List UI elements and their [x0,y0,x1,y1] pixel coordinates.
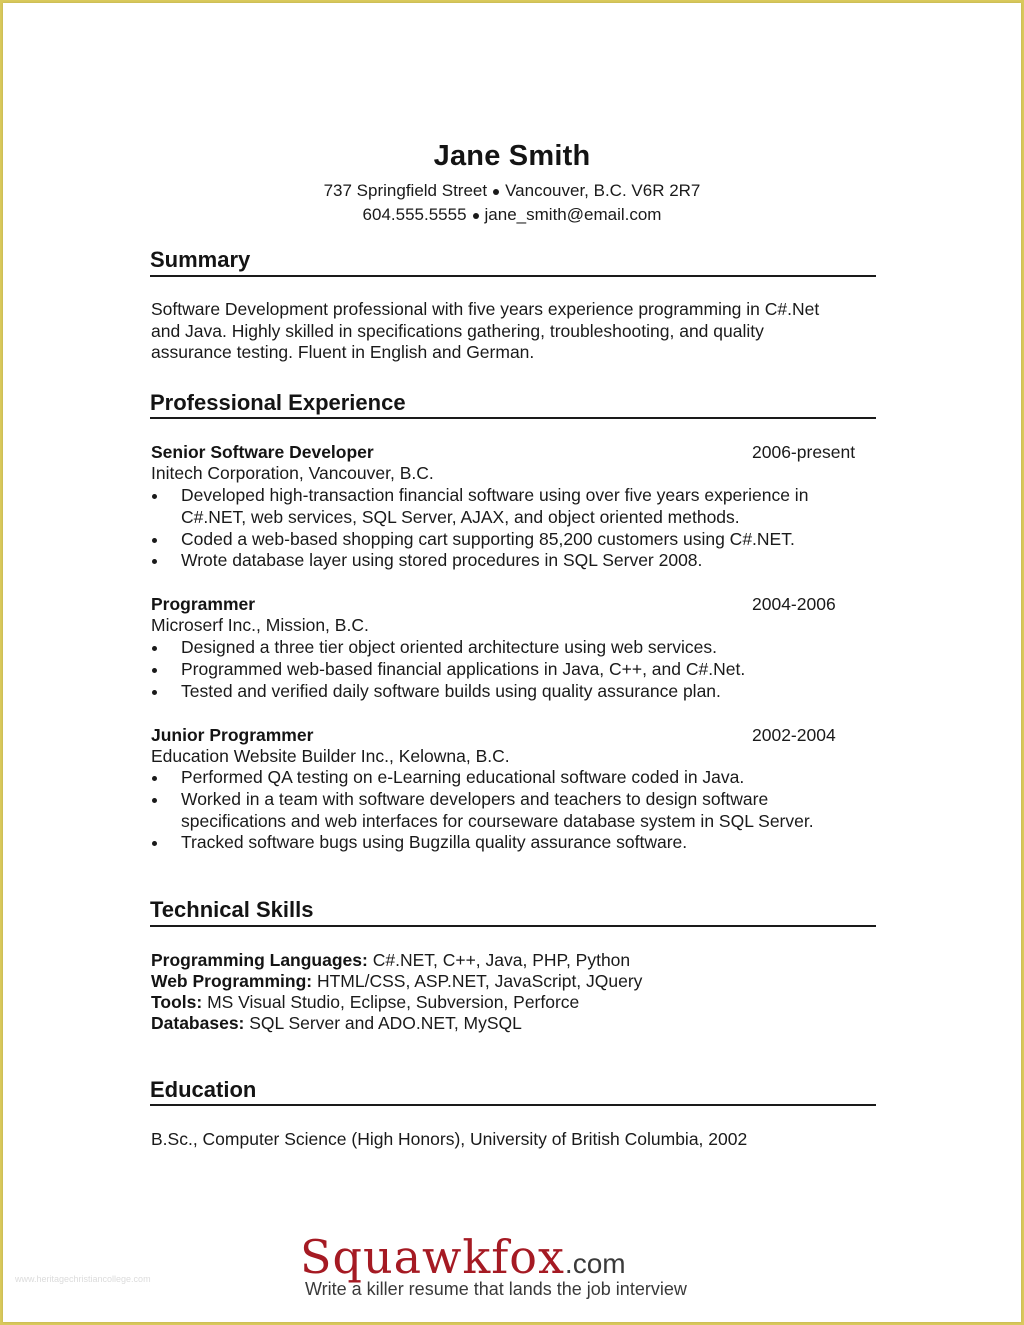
skill-programming-languages: Programming Languages: C#.NET, C++, Java, PHP, Python [151,950,631,970]
address-street: 737 Springfield Street [323,181,488,200]
list-item: Coded a web-based shopping cart supporting 85,200 customers using C#.NET. [151,529,851,551]
bullet-icon [152,646,157,651]
job-title: Junior Programmer [151,725,314,745]
summary-line: Software Development professional with five years experience programming in C#.Net [151,299,820,319]
candidate-name: Jane Smith [433,140,591,172]
email-address[interactable]: jane_smith@email.com [484,205,662,224]
job-dates: 2002-2004 [752,725,836,745]
bullet-icon [152,841,157,846]
list-item: Wrote database layer using stored procedures in SQL Server 2008. [151,550,851,572]
phone-number: 604.555.5555 [362,205,467,224]
bullet-icon [152,798,157,803]
section-divider [150,1104,876,1106]
summary-line: and Java. Highly skilled in specifications gathering, troubleshooting, and quality [151,320,764,341]
logo-wordmark: Squawkfox.com [300,1230,626,1284]
job-title: Programmer [151,594,256,614]
job-title: Senior Software Developer [151,442,374,462]
job-dates: 2004-2006 [752,594,836,614]
list-item: Worked in a team with software developers and teachers to design software specifications and web interfaces for courseware database system in SQL Server. [151,789,851,833]
logo-tagline: Write a killer resume that lands the job interview [305,1279,687,1299]
list-item: Tested and verified daily software builds using quality assurance plan. [151,681,851,703]
separator-dot-icon [493,189,499,195]
separator-dot-icon [473,213,479,219]
bullet-icon [152,538,157,543]
squawkfox-logo[interactable] [300,1230,720,1303]
job-company: Education Website Builder Inc., Kelowna, B.C. [151,746,510,766]
bullet-icon [152,494,157,499]
section-title-summary: Summary [150,247,251,272]
job-company: Initech Corporation, Vancouver, B.C. [151,463,434,483]
summary-line: assurance testing. Fluent in English and German. [151,342,535,362]
job-bullet-list [151,637,851,702]
summary-text [151,299,871,364]
list-item: Performed QA testing on e-Learning educational software coded in Java. [151,767,851,789]
job-company: Microserf Inc., Mission, B.C. [151,615,369,635]
section-divider [150,275,876,277]
list-item: Designed a three tier object oriented architecture using web services. [151,637,851,659]
section-divider [150,417,876,419]
address-city: Vancouver, B.C. V6R 2R7 [505,181,701,200]
bullet-icon [152,559,157,564]
list-item: Tracked software bugs using Bugzilla quality assurance software. [151,832,851,854]
job-dates: 2006-present [752,442,856,462]
watermark-text: www.heritagechristiancollege.com [15,1274,151,1284]
section-title-experience: Professional Experience [150,390,406,415]
skill-web-programming: Web Programming: HTML/CSS, ASP.NET, JavaScript, JQuery [151,971,643,991]
contact-address [0,181,1024,201]
job-bullet-list [151,485,851,572]
list-item: Developed high-transaction financial software using over five years experience in C#.NET, web services, SQL Server, AJAX, and object oriented methods. [151,485,851,529]
skill-databases: Databases: SQL Server and ADO.NET, MySQL [151,1013,522,1033]
bullet-icon [152,690,157,695]
bullet-icon [152,776,157,781]
education-entry: B.Sc., Computer Science (High Honors), University of British Columbia, 2002 [151,1129,748,1149]
contact-phone-email [0,205,1024,225]
skill-tools: Tools: MS Visual Studio, Eclipse, Subversion, Perforce [151,992,580,1012]
job-bullet-list [151,767,851,854]
section-title-education: Education [150,1077,257,1102]
section-title-skills: Technical Skills [150,897,314,922]
bullet-icon [152,668,157,673]
section-divider [150,925,876,927]
list-item: Programmed web-based financial applications in Java, C++, and C#.Net. [151,659,851,681]
